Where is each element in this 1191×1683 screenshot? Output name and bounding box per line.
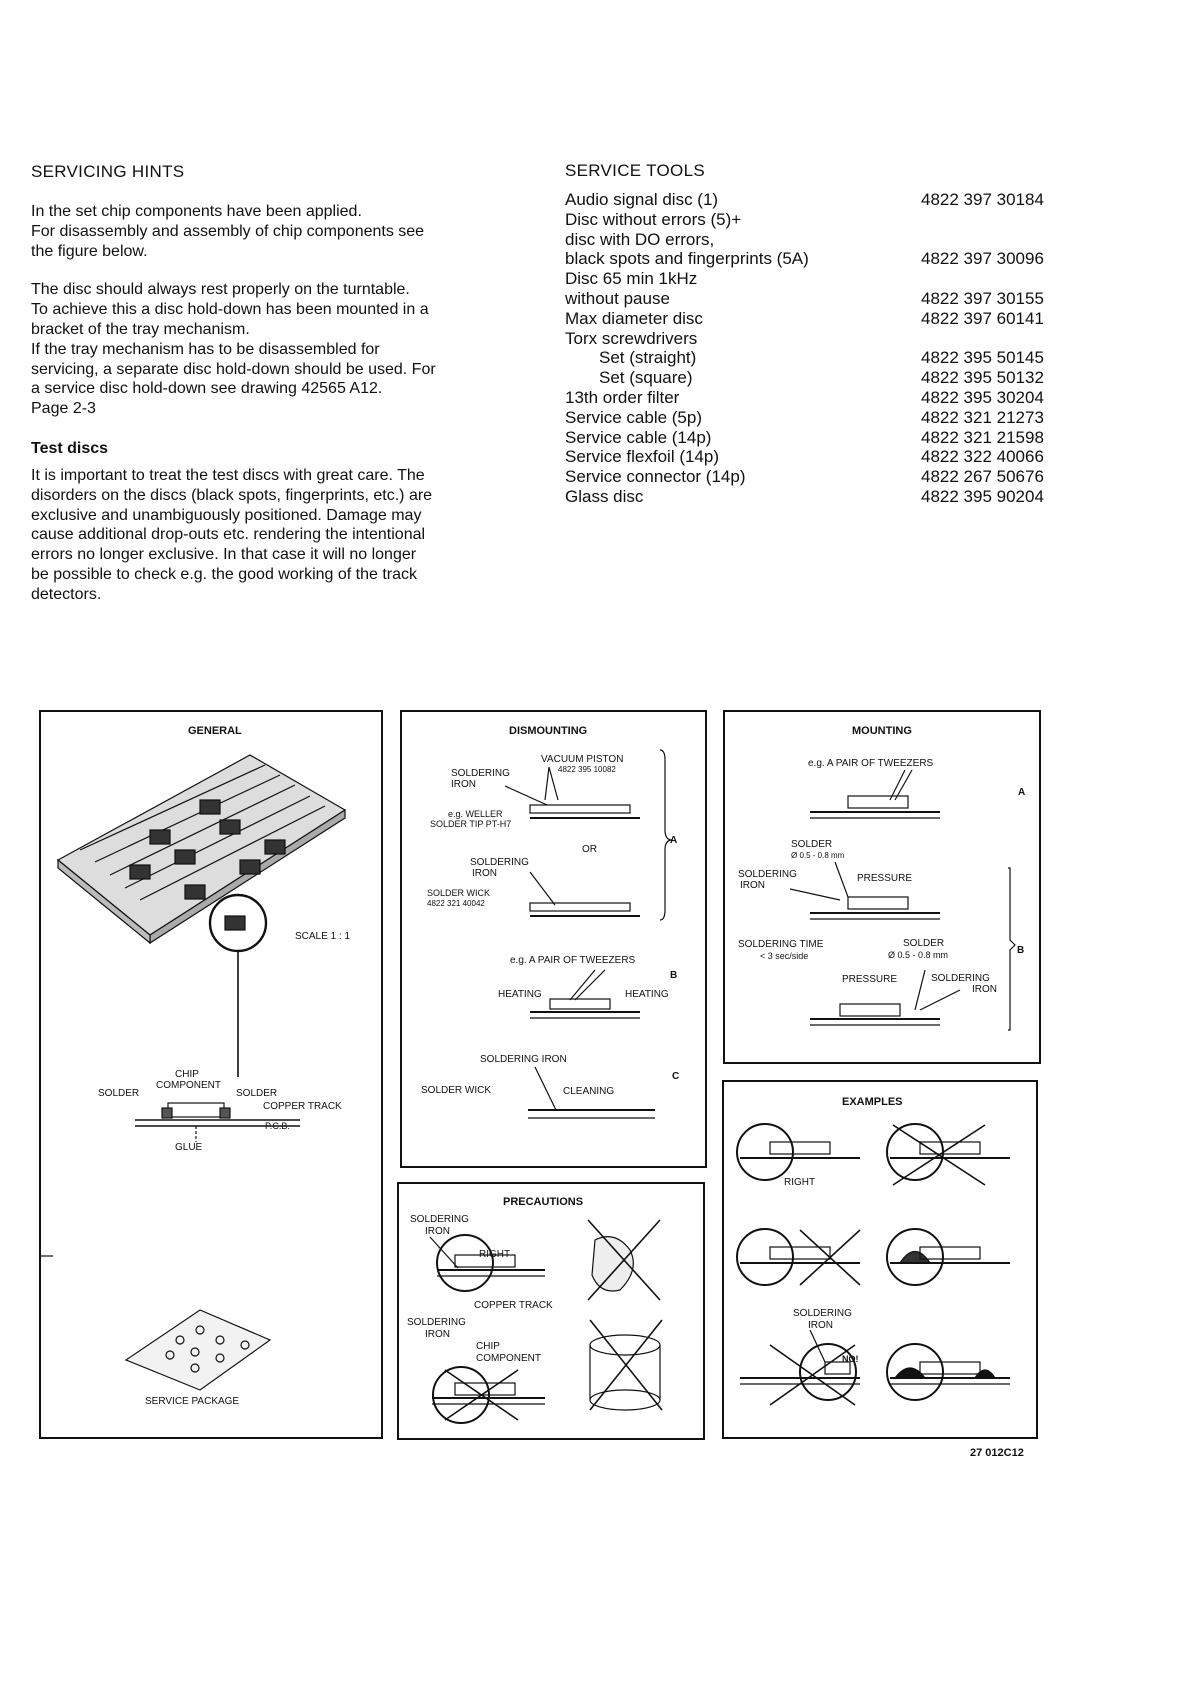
soldering-time-label: SOLDERING TIME (738, 939, 824, 950)
bracket-b-label: B (670, 970, 678, 981)
tool-part-number: 4822 395 30204 (921, 387, 1044, 407)
examples-right-label: RIGHT (784, 1177, 816, 1188)
mounting-iron2-label: IRON (972, 984, 997, 995)
mounting-iron-label: IRON (740, 880, 765, 891)
solder-wick-label: SOLDER WICK (427, 888, 491, 898)
bracket-c-label: C (672, 1071, 680, 1082)
text-line: the figure below. (31, 242, 148, 260)
tool-description: Service cable (14p) (565, 427, 712, 447)
text-line: To achieve this a disc hold-down has been mounted in a (31, 301, 429, 319)
tool-description: Set (straight) (599, 348, 697, 368)
panel-precautions (398, 1183, 704, 1439)
tool-part-number: 4822 322 40066 (921, 447, 1044, 467)
text-line: bracket of the tray mechanism. (31, 320, 250, 338)
tool-part-number: 4822 321 21273 (921, 407, 1044, 427)
tool-description: Torx screwdrivers (565, 328, 698, 348)
tool-description: 13th order filter (565, 387, 680, 407)
tool-part-number: 4822 321 21598 (921, 427, 1044, 447)
tool-part-number: 4822 395 50145 (921, 348, 1044, 368)
tool-part-number: 4822 267 50676 (921, 467, 1044, 487)
bracket-a-label: A (670, 835, 678, 846)
component-label: COMPONENT (156, 1080, 221, 1091)
text-line: exclusive and unambiguously positioned. Damage may (31, 506, 422, 524)
chip-label: CHIP (175, 1069, 199, 1080)
tool-description: Audio signal disc (1) (565, 190, 719, 209)
service-tools-heading: SERVICE TOOLS (565, 161, 705, 180)
service-package-drawing (126, 1310, 270, 1390)
tool-part-number: 4822 395 90204 (921, 486, 1044, 506)
text-line: servicing, a separate disc hold-down should be used. For (31, 360, 436, 378)
text-line: cause additional drop-outs etc. rendering the intentional (31, 526, 426, 544)
mounting-pressure2-label: PRESSURE (842, 974, 898, 985)
scale-label: SCALE 1 : 1 (295, 931, 351, 942)
service-package-label: SERVICE PACKAGE (145, 1396, 240, 1407)
dismounting-title: DISMOUNTING (509, 725, 588, 737)
soldering-label: SOLDERING (451, 768, 510, 779)
hand-drawing (588, 1220, 660, 1300)
tool-part-number: 4822 397 30155 (921, 288, 1044, 308)
precautions-title: PRECAUTIONS (503, 1196, 584, 1208)
pcb-board-drawing (58, 755, 345, 1077)
general-title: GENERAL (188, 725, 242, 737)
tweezers-label: e.g. A PAIR OF TWEEZERS (510, 955, 636, 966)
tool-description: Service connector (14p) (565, 467, 746, 487)
panel-general (40, 711, 382, 1438)
mounting-soldering-label: SOLDERING (738, 869, 797, 880)
copper-track-label: COPPER TRACK (263, 1101, 342, 1112)
solder-tip-label: SOLDER TIP PT-H7 (430, 819, 512, 829)
weller-label: e.g. WELLER (448, 809, 503, 819)
tool-description: Service flexfoil (14p) (565, 447, 720, 467)
precautions-copper-label: COPPER TRACK (474, 1300, 553, 1311)
mounting-soldering2-label: SOLDERING (931, 973, 990, 984)
tool-description: Service cable (5p) (565, 407, 703, 427)
glue-label: GLUE (175, 1142, 203, 1153)
panel-dismounting (401, 711, 706, 1167)
or-label: OR (582, 844, 597, 855)
vacuum-piston-label: VACUUM PISTON (541, 754, 624, 765)
text-line: detectors. (31, 585, 102, 603)
tool-description: Glass disc (565, 486, 644, 506)
cleaning-label: CLEANING (563, 1086, 615, 1097)
tool-description: disc with DO errors, (565, 229, 715, 249)
figure-code: 27 012C12 (970, 1447, 1024, 1459)
mounting-tweezers-label: e.g. A PAIR OF TWEEZERS (808, 758, 934, 769)
panel-examples (723, 1081, 1037, 1438)
text-line: be possible to check e.g. the good working of the track (31, 565, 418, 583)
soldering-iron-label: SOLDERING IRON (480, 1054, 567, 1065)
soldering-time-value: < 3 sec/side (760, 951, 809, 961)
tool-part-number: 4822 397 30184 (921, 190, 1044, 209)
tool-description: Max diameter disc (565, 308, 703, 328)
examples-soldering-label: SOLDERING (793, 1308, 852, 1319)
tool-part-number: 4822 395 50132 (921, 368, 1044, 388)
precautions-iron2-label: IRON (425, 1329, 450, 1340)
text-line: The disc should always rest properly on the turntable. (31, 281, 410, 299)
tool-description: black spots and fingerprints (5A) (565, 249, 809, 269)
text-line: In the set chip components have been applied. (31, 203, 362, 220)
wick-part-number: 4822 321 40042 (427, 899, 485, 908)
tool-description: Disc 65 min 1kHz (565, 269, 698, 289)
examples-title: EXAMPLES (842, 1096, 903, 1108)
text-line: disorders on the discs (black spots, fingerprints, etc.) are (31, 486, 433, 504)
container-drawing (590, 1320, 662, 1410)
precautions-component-label: COMPONENT (476, 1353, 541, 1364)
precautions-soldering-label: SOLDERING (410, 1214, 469, 1225)
panel-mounting (724, 711, 1040, 1063)
mounting-solder-dim2: Ø 0.5 - 0.8 mm (888, 950, 949, 960)
precautions-right-label: RIGHT (479, 1249, 511, 1260)
text-line: If the tray mechanism has to be disassembled for (31, 340, 380, 358)
iron2-label: IRON (472, 868, 497, 879)
text-line: a service disc hold-down see drawing 42565 A12. (31, 380, 383, 398)
heating-left-label: HEATING (498, 989, 542, 1000)
pcb-label: P.C.B. (265, 1121, 290, 1131)
mounting-a-label: A (1018, 787, 1026, 798)
servicing-hints-heading: SERVICING HINTS (31, 162, 185, 181)
vacuum-part-number: 4822 395 10082 (558, 765, 616, 774)
wick-cleaning-label: SOLDER WICK (421, 1085, 492, 1096)
solder-left-label: SOLDER (98, 1088, 140, 1099)
text-line: It is important to treat the test discs with great care. The (31, 467, 425, 484)
mounting-title: MOUNTING (852, 725, 912, 737)
precautions-iron-label: IRON (425, 1226, 450, 1237)
solder-right-label: SOLDER (236, 1088, 278, 1099)
text-line: errors no longer exclusive. In that case it will no longer (31, 546, 417, 564)
heating-right-label: HEATING (625, 989, 669, 1000)
tool-part-number: 4822 397 30096 (921, 249, 1044, 269)
iron-label: IRON (451, 779, 476, 790)
mounting-pressure-label: PRESSURE (857, 873, 913, 884)
tool-description: without pause (565, 288, 670, 308)
mounting-solder-label: SOLDER (791, 839, 833, 850)
mounting-b-label: B (1017, 945, 1025, 956)
mounting-solder2-label: SOLDER (903, 938, 945, 949)
text-line: For disassembly and assembly of chip components see (31, 222, 425, 240)
tool-description: Set (square) (599, 368, 693, 388)
mounting-solder-dim: Ø 0.5 - 0.8 mm (791, 851, 845, 860)
text-line: Page 2-3 (31, 400, 96, 418)
precautions-chip-label: CHIP (476, 1341, 500, 1352)
test-discs-heading: Test discs (31, 440, 109, 457)
tool-description: Disc without errors (5)+ (565, 209, 742, 229)
examples-iron-label: IRON (808, 1320, 833, 1331)
tool-part-number: 4822 397 60141 (921, 308, 1044, 328)
soldering2-label: SOLDERING (470, 857, 529, 868)
precautions-soldering2-label: SOLDERING (407, 1317, 466, 1328)
examples-no-label: NO! (842, 1354, 859, 1364)
